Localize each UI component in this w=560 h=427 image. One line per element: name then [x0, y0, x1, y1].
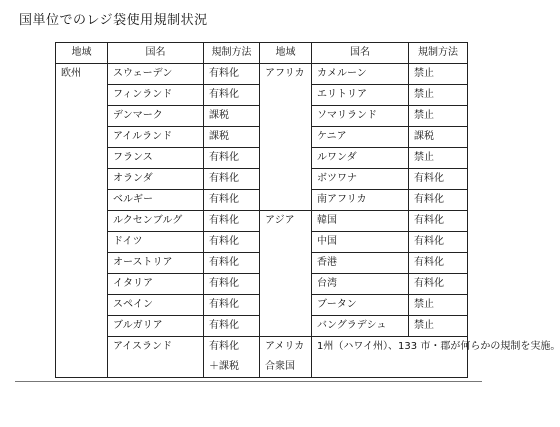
country-cell: フランス	[108, 148, 204, 169]
region-line: アメリカ	[265, 341, 305, 352]
bottom-divider	[15, 381, 482, 382]
country-cell: ボツワナ	[312, 169, 409, 190]
region-cell-asia: アジア	[260, 211, 312, 337]
country-cell: ブータン	[312, 295, 409, 316]
method-line: 有料化	[209, 341, 239, 352]
method-cell: 有料化	[409, 211, 468, 232]
country-cell: 香港	[312, 253, 409, 274]
header-region: 地域	[56, 43, 108, 64]
header-method: 規制方法	[204, 43, 260, 64]
country-cell: ルクセンブルグ	[108, 211, 204, 232]
country-cell: アイルランド	[108, 127, 204, 148]
country-cell: ソマリランド	[312, 106, 409, 127]
method-cell: 有料化	[204, 253, 260, 274]
header-country: 国名	[108, 43, 204, 64]
country-cell: オランダ	[108, 169, 204, 190]
country-cell: オーストリア	[108, 253, 204, 274]
country-cell: 韓国	[312, 211, 409, 232]
method-cell: 有料化	[204, 274, 260, 295]
method-cell: 有料化	[204, 190, 260, 211]
country-cell: バングラデシュ	[312, 316, 409, 337]
table-row	[56, 337, 468, 378]
method-cell: 有料化	[204, 64, 260, 85]
method-cell: 有料化	[409, 253, 468, 274]
method-cell: 課税	[409, 127, 468, 148]
method-cell: 禁止	[409, 106, 468, 127]
method-cell: 有料化	[204, 169, 260, 190]
method-cell: 禁止	[409, 85, 468, 106]
method-cell: 有料化	[204, 316, 260, 337]
country-cell: スウェーデン	[108, 64, 204, 85]
country-cell: イタリア	[108, 274, 204, 295]
method-cell: 有料化	[204, 295, 260, 316]
method-cell: 有料化	[204, 85, 260, 106]
region-cell-africa: アフリカ	[260, 64, 312, 211]
region-line: 合衆国	[265, 361, 295, 372]
table-row	[56, 64, 468, 85]
method-cell: 有料化	[409, 274, 468, 295]
country-cell: ベルギー	[108, 190, 204, 211]
page-title: 国単位でのレジ袋使用規制状況	[19, 13, 208, 28]
method-cell: 有料化	[204, 211, 260, 232]
country-cell: ルワンダ	[312, 148, 409, 169]
country-cell: フィンランド	[108, 85, 204, 106]
method-cell: 禁止	[409, 316, 468, 337]
method-cell: 課税	[204, 127, 260, 148]
country-cell: エリトリア	[312, 85, 409, 106]
header-country: 国名	[312, 43, 409, 64]
country-cell: ドイツ	[108, 232, 204, 253]
country-cell: カメルーン	[312, 64, 409, 85]
country-cell: 南アフリカ	[312, 190, 409, 211]
method-cell	[204, 337, 260, 378]
header-method: 規制方法	[409, 43, 468, 64]
table-header-row	[56, 43, 468, 64]
regulation-table	[55, 42, 560, 378]
country-cell: スペイン	[108, 295, 204, 316]
usa-note-cell: 1州（ハワイ州）、133 市・郡が何らかの規制を実施。	[312, 337, 468, 378]
method-cell: 有料化	[204, 148, 260, 169]
header-region: 地域	[260, 43, 312, 64]
country-cell: アイスランド	[108, 337, 204, 378]
country-cell: ケニア	[312, 127, 409, 148]
method-cell: 有料化	[409, 169, 468, 190]
method-cell: 禁止	[409, 148, 468, 169]
method-cell: 有料化	[204, 232, 260, 253]
method-cell: 課税	[204, 106, 260, 127]
table-row	[56, 211, 468, 232]
country-cell: ブルガリア	[108, 316, 204, 337]
region-cell-usa	[260, 337, 312, 378]
country-cell: 中国	[312, 232, 409, 253]
method-cell: 有料化	[409, 190, 468, 211]
method-cell: 有料化	[409, 232, 468, 253]
method-cell: 禁止	[409, 295, 468, 316]
method-cell: 禁止	[409, 64, 468, 85]
country-cell: 台湾	[312, 274, 409, 295]
country-cell: デンマーク	[108, 106, 204, 127]
method-line: ＋課税	[209, 361, 239, 372]
region-cell-europe: 欧州	[56, 64, 108, 378]
